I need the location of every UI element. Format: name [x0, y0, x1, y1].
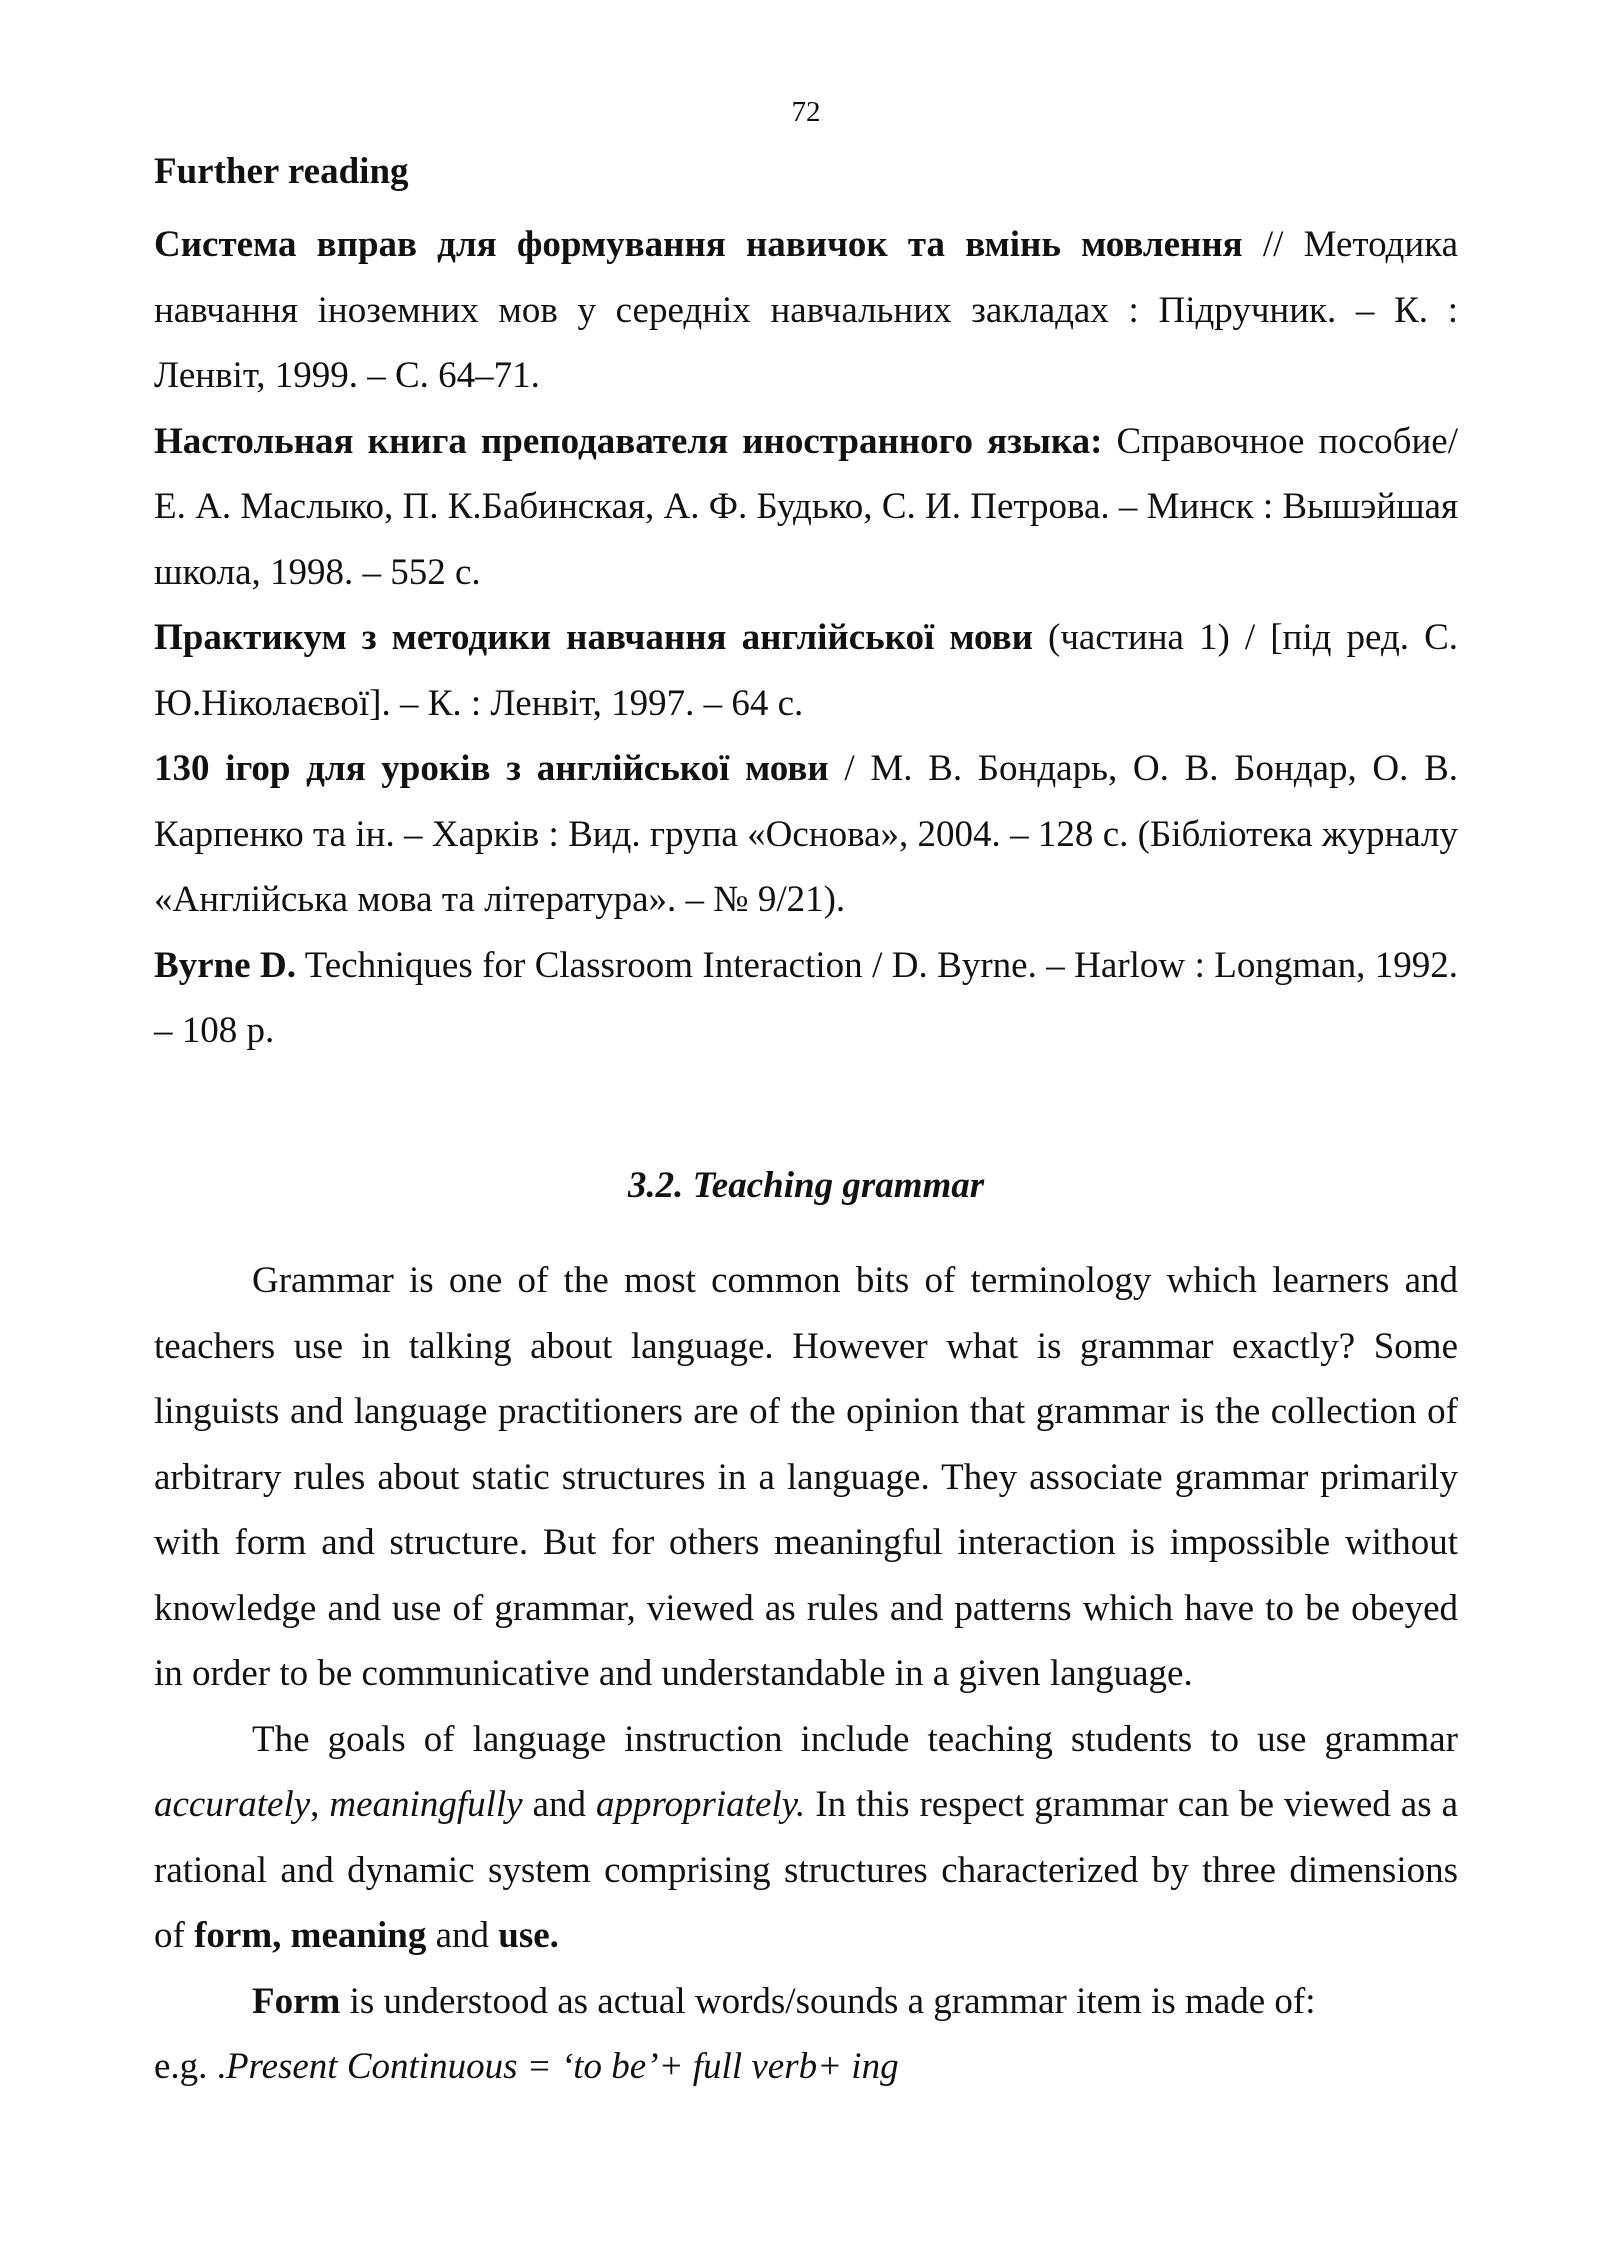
text-run: is understood as actual words/sounds a grammar item is made of: [340, 1980, 1316, 2022]
reference-title: Byrne D. [154, 944, 296, 986]
example-formula: Present Continuous = ‘to be’+ full verb+ ing [225, 2046, 899, 2087]
bold-term: form, meaning [194, 1915, 427, 1956]
text-run: , [310, 1784, 330, 1825]
further-reading-heading: Further reading [154, 151, 409, 192]
reference-title: Практикум з методики навчання англійської мови [154, 617, 1033, 658]
reference-title: 130 ігор для уроків з англійської мови [154, 748, 829, 789]
reference-details: (частина 1) / [під ред. С. Ю.Ніколаєвої]. – К. : Ленвіт, 1997. – 64 с. [154, 617, 1458, 724]
reference-details: // Методика навчання іноземних мов у середніх навчальних закладах : Підручник. – К. : Ленвіт, 1999. – С. 64–71. [154, 224, 1458, 396]
text-run: In this respect grammar can be viewed as a rational and dynamic system comprising structures characterized by three dimensions of [154, 1784, 1458, 1956]
page-number: 72 [791, 96, 821, 128]
section-body [154, 1248, 1458, 2100]
italic-term: appropriately. [595, 1784, 806, 1825]
reference-title: Настольная книга преподавателя иностранного языка: [154, 420, 1103, 462]
reference-item [154, 605, 1458, 736]
italic-term: meaningfully [329, 1784, 523, 1825]
reference-details: Techniques for Classroom Interaction / D. Byrne. – Harlow : Longman, 1992. – 108 p. [154, 944, 1458, 1051]
paragraph [154, 1969, 1458, 2035]
text-run: The goals of language instruction include teaching students to use grammar [252, 1718, 1458, 1760]
paragraph: Grammar is one of the most common bits of terminology which learners and teachers use in talking about language. However what is grammar exactly? Some linguists and language practitioners are of the opinion that grammar is the collection of arbitrary rules about static structures in a language. They associate grammar primarily with form and structure. But for others meaningful interaction is impossible without knowledge and use of grammar, viewed as rules and patterns which have to be obeyed in order to be communicative and understandable in a given language. [154, 1260, 1458, 1694]
reference-item [154, 212, 1458, 409]
reference-item [154, 933, 1458, 1064]
reference-details: / М. В. Бондарь, О. В. Бондар, О. В. Карпенко та ін. – Харків : Вид. група «Основа», 2004. – 128 с. (Бібліотека журналу «Англійська мова та література». – № 9/21). [154, 748, 1459, 920]
section-title: 3.2. Teaching grammar [627, 1165, 985, 1206]
paragraph [154, 1707, 1458, 1969]
reference-title: Система вправ для формування навичок та вмінь мовлення [154, 224, 1243, 265]
example-prefix: e.g. . [154, 2046, 226, 2087]
text-run: and [522, 1784, 596, 1825]
text-run: and [426, 1915, 499, 1956]
bold-term: use. [498, 1915, 559, 1956]
bold-term: Form [252, 1980, 341, 2022]
reference-list [154, 212, 1458, 1064]
reference-item [154, 736, 1458, 933]
reference-details: Справочное пособие/ Е. А. Маслыко, П. К.Бабинская, А. Ф. Будько, С. И. Петрова. – Минск : Вышэйшая школа, 1998. – 552 с. [154, 420, 1459, 593]
reference-item [154, 409, 1458, 606]
example-line [154, 2034, 1458, 2100]
italic-term: accurately [154, 1784, 311, 1825]
